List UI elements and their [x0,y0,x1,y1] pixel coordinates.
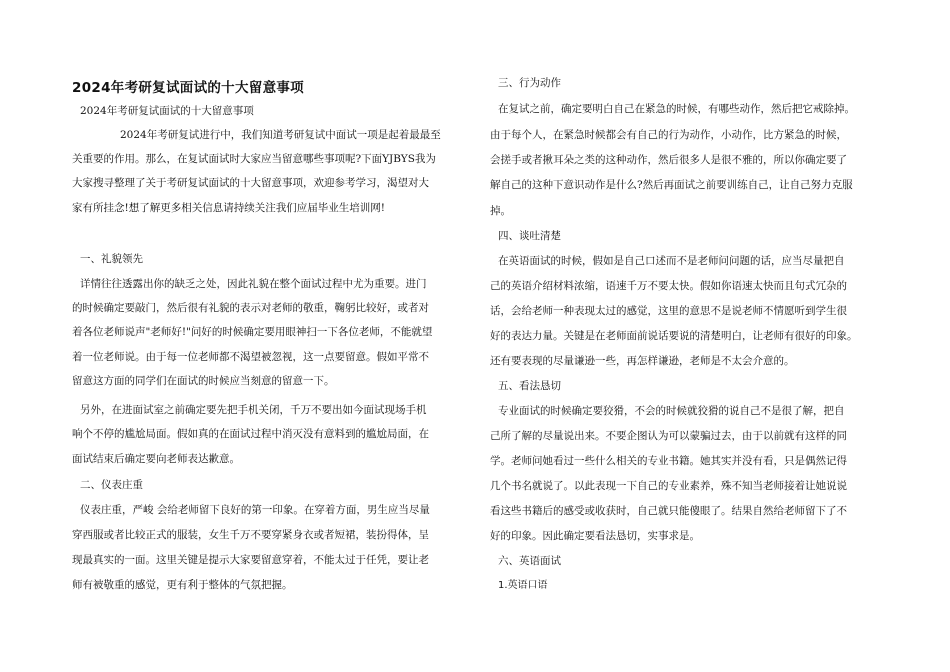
paragraph-line: 面试结束后确定要向老师表达歉意。 [72,453,240,465]
paragraph-line: 会搓手或者揪耳朵之类的这种动作，然后很多人是很不雅的，所以你确定要了 [490,154,847,166]
paragraph-line: 好的表达力量。关键是在老师面前说话要说的清楚明白，让老师有很好的印象。 [490,330,858,342]
paragraph-line: 己的英语介绍材料浓缩，语速千万不要太快。假如你语速太快而且句式冗杂的 [490,280,847,292]
paragraph-line: 己所了解的尽量说出来。不要企图认为可以蒙骗过去，由于以前就有这样的同 [490,430,847,442]
paragraph-line: 在英语面试的时候，假如是自己口述而不是老师问问题的话，应当尽量把自 [498,255,845,267]
intro-line: 关重要的作用。那么，在复试面试时大家应当留意哪些事项呢?下面YJBYS我为 [72,153,436,165]
paragraph-line: 另外，在进面试室之前确定要先把手机关闭，千万不要出如今面试现场手机 [80,404,427,416]
paragraph-line: 话，会给老师一种表现太过的感觉，这里的意思不是说老师不情愿听到学生很 [490,305,847,317]
section-heading: 一、礼貌领先 [80,253,143,265]
paragraph-line: 响个不停的尴尬局面。假如真的在面试过程中消灭没有意料到的尴尬局面，在 [72,428,429,440]
intro-line: 大家搜寻整理了关于考研复试面试的十大留意事项，欢迎参考学习，渴望对大 [72,177,429,189]
paragraph-line: 穿西服或者比较正式的服装，女生千万不要穿紧身衣或者短裙，装扮得体，呈 [72,529,429,541]
paragraph-line: 由于每个人，在紧急时候都会有自己的行为动作，小动作，比方紧急的时候， [490,129,847,141]
section-heading: 五、看法恳切 [498,380,561,392]
paragraph-line: 师有被敬重的感觉，更有利于整体的气氛把握。 [72,579,293,591]
paragraph-line: 掉。 [490,205,511,217]
paragraph-line: 的时候确定要敲门，然后很有礼貌的表示对老师的敬重，鞠躬比较好，或者对 [72,302,429,314]
section-heading: 三、行为动作 [498,77,561,89]
paragraph-line: 在复试之前，确定要明白自己在紧急的时候，有哪些动作，然后把它戒除掉。 [498,103,855,115]
paragraph-line: 留意这方面的同学们在面试的时候应当刻意的留意一下。 [72,375,335,387]
paragraph-line: 学。老师问她看过一些什么相关的专业书籍。她其实并没有看，只是偶然记得 [490,455,847,467]
document-title: 2024年考研复试面试的十大留意事项 [72,80,304,96]
section-heading: 二、仪表庄重 [80,479,143,491]
paragraph-line: 专业面试的时候确定要狡猾，不会的时候就狡猾的说自己不是很了解，把自 [498,405,845,417]
paragraph-line: 还有要表现的尽量谦逊一些，再怎样谦逊，老师是不太会介意的。 [490,355,795,367]
subsection-heading: 1.英语口语 [498,580,548,591]
paragraph-line: 几个书名就说了。以此表现一下自己的专业素养，殊不知当老师接着让她说说 [490,480,847,492]
subtitle: 2024年考研复试面试的十大留意事项 [80,105,254,117]
section-heading: 六、英语面试 [498,555,561,567]
intro-line: 家有所挂念!想了解更多相关信息请持续关注我们应届毕业生培训网! [72,202,385,214]
paragraph-line: 现最真实的一面。这里关键是提示大家要留意穿着，不能太过于任凭，要让老 [72,554,429,566]
paragraph-line: 仪表庄重，严峻 会给老师留下良好的第一印象。在穿着方面，男生应当尽量 [80,504,430,516]
intro-line: 2024年考研复试进行中，我们知道考研复试中面试一项是起着最最至 [120,129,441,141]
paragraph-line: 着一位老师说。由于每一位老师都不渴望被忽视，这一点要留意。假如平常不 [72,351,429,363]
paragraph-line: 看这些书籍后的感受或收获时，自己就只能傻眼了。结果自然给老师留下了不 [490,505,847,517]
section-heading: 四、谈吐清楚 [498,230,561,242]
paragraph-line: 详情往往透露出你的缺乏之处，因此礼貌在整个面试过程中尤为重要。进门 [80,278,427,290]
paragraph-line: 解自己的这种下意识动作是什么?然后再面试之前要训练自己，让自己努力克服 [490,179,853,191]
paragraph-line: 着各位老师说声"老师好!"问好的时候确定要用眼神扫一下各位老师，不能就望 [72,326,433,338]
paragraph-line: 好的印象。因此确定要看法恳切，实事求是。 [490,530,700,542]
